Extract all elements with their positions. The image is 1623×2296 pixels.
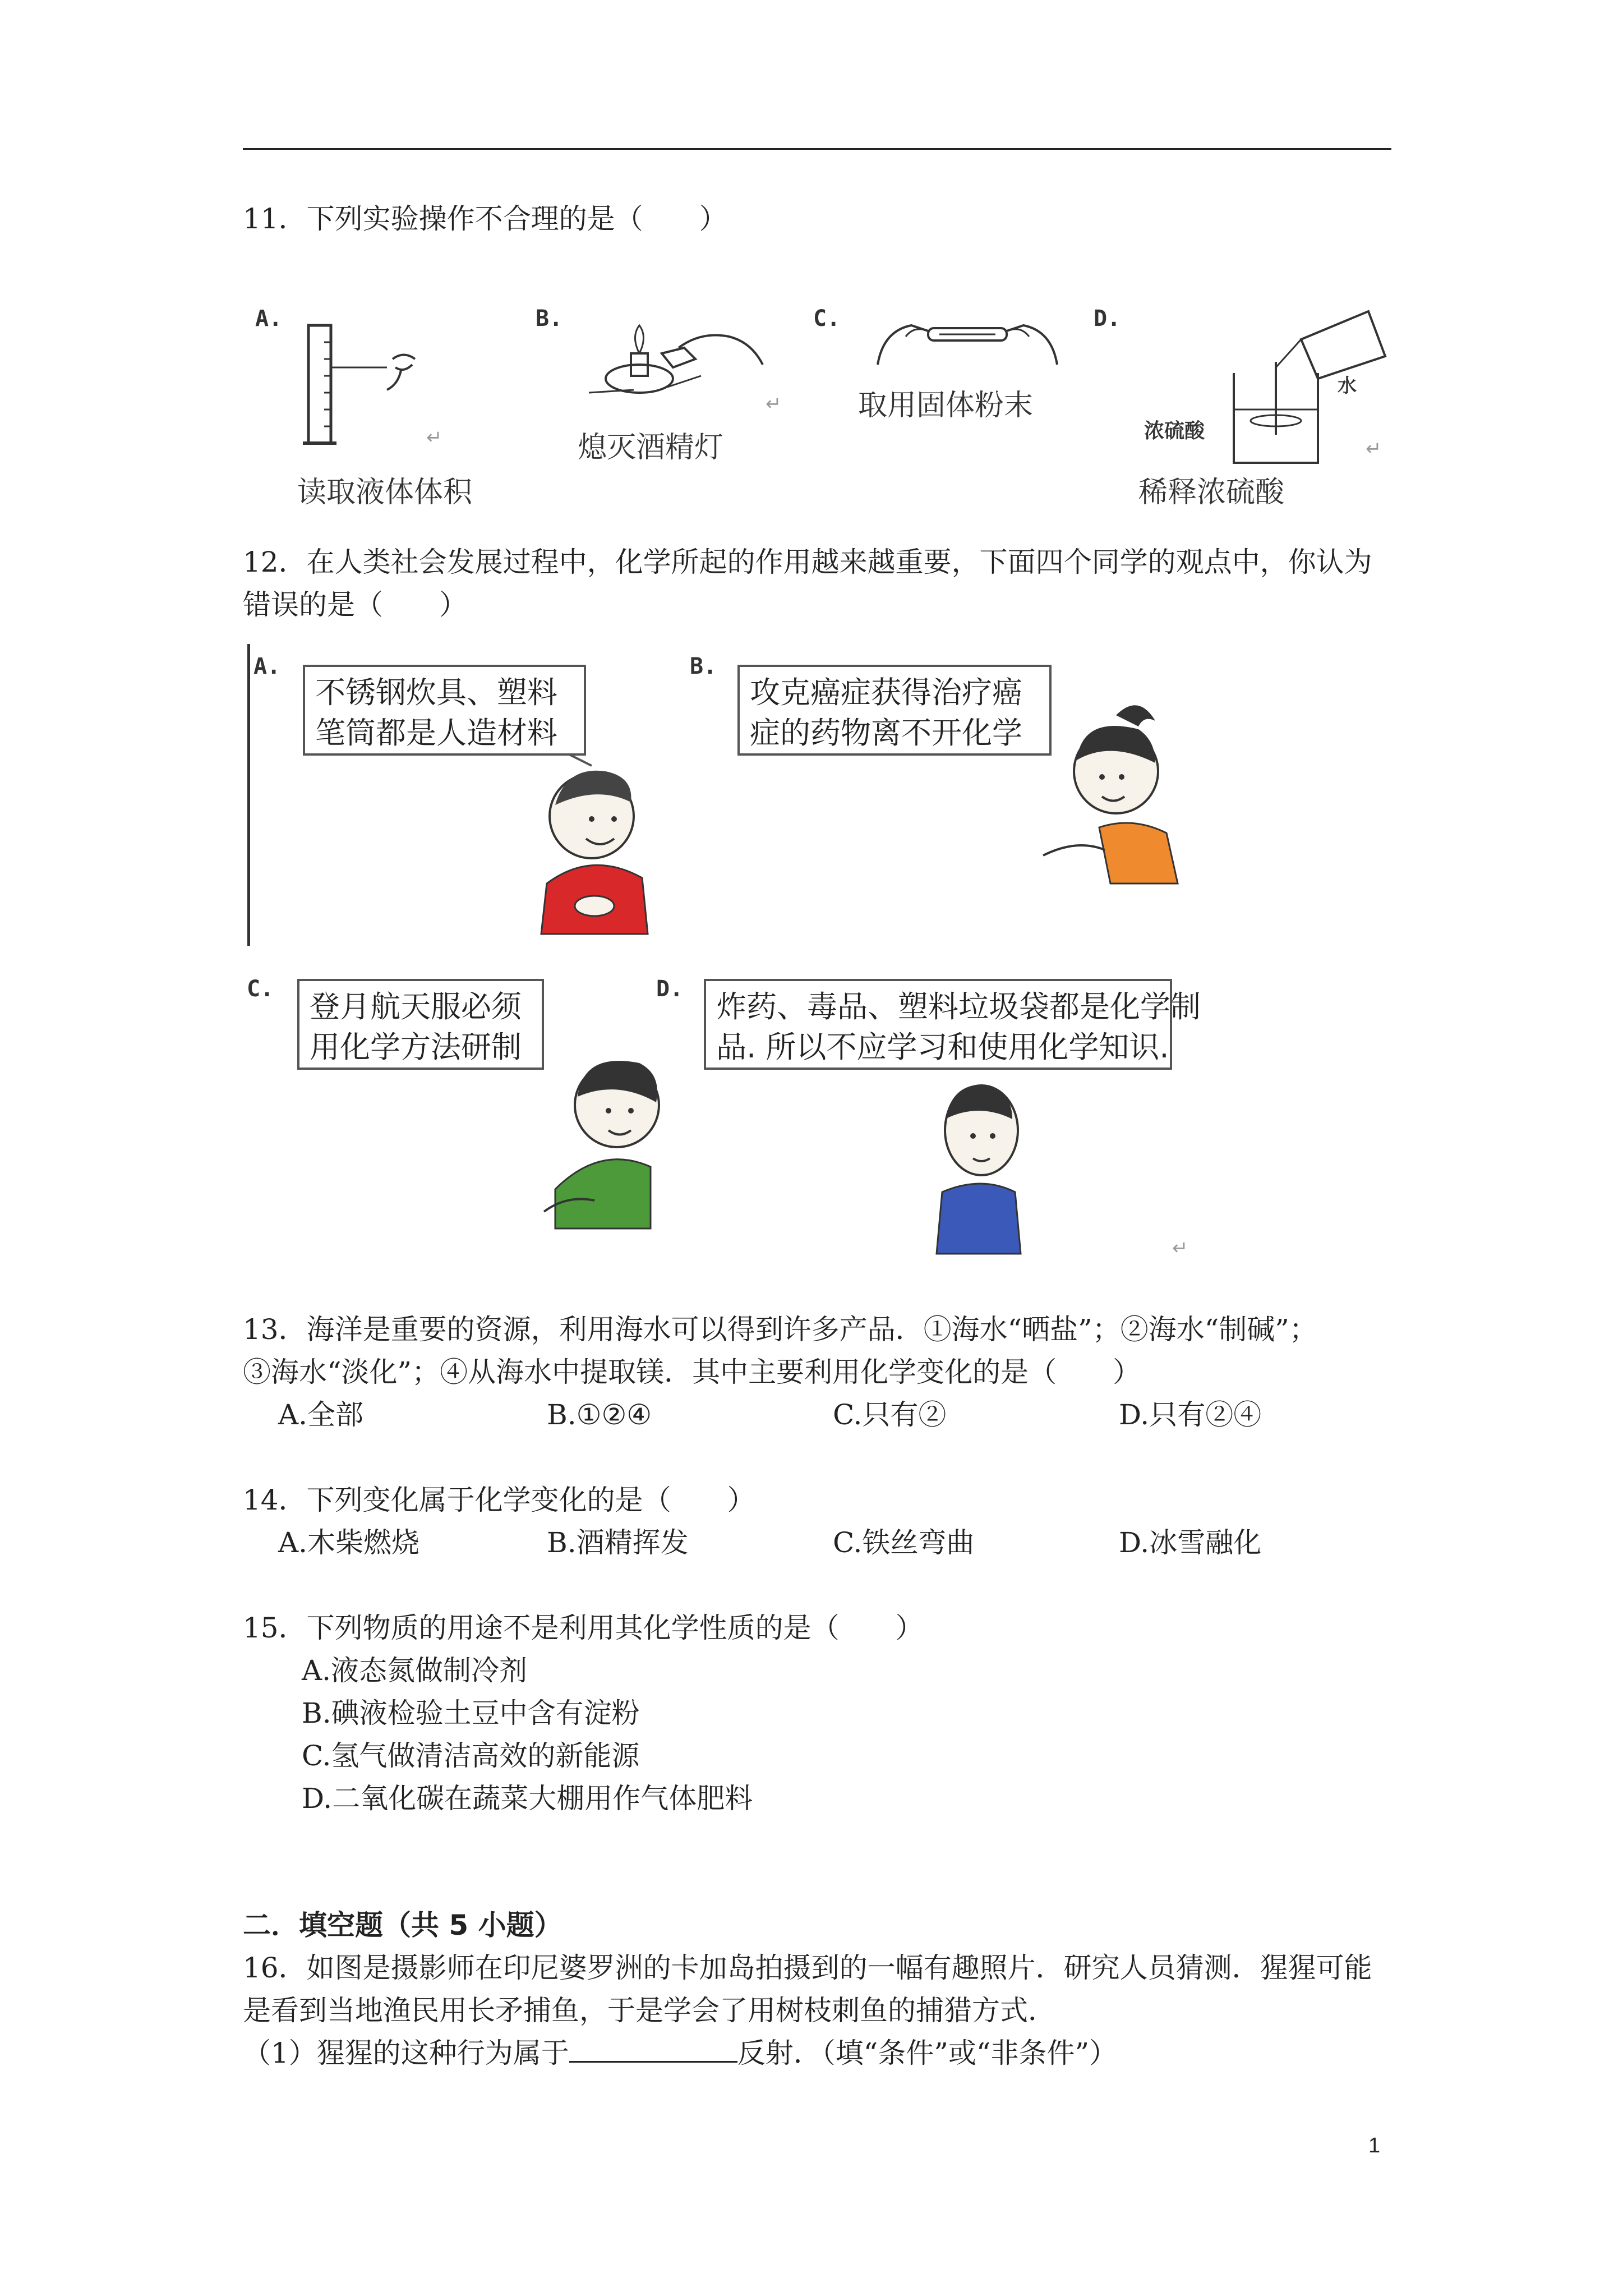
- q11-option-d-label-acid: 浓硫酸: [1144, 420, 1205, 443]
- q12-panel-c-bubble: [297, 979, 544, 1070]
- student-boy-red-shirt-illustration: [524, 754, 693, 934]
- q12-stem-line1: 12．在人类社会发展过程中，化学所起的作用越来越重要，下面四个同学的观点中，你认为: [243, 546, 1372, 578]
- student-boy-blue-shirt-illustration: [920, 1074, 1054, 1259]
- q16-sub1-prefix: （1）猩猩的这种行为属于: [243, 2037, 569, 2069]
- q16-sub1-suffix: 反射．（填“条件”或“非条件”）: [737, 2037, 1118, 2069]
- q16-answer-blank[interactable]: [569, 2033, 737, 2063]
- q16-sub1: [243, 2032, 1117, 2074]
- return-mark-icon: ↵: [1366, 438, 1382, 460]
- q12-panel-b-bubble: [737, 665, 1052, 756]
- section-heading: 二．填空题（共 5 小题）: [243, 1909, 562, 1941]
- test-tube-powder-illustration: [866, 303, 1068, 381]
- q14-option-a[interactable]: A.木柴燃烧: [278, 1526, 420, 1559]
- q11-option-c-caption: 取用固体粉末: [858, 389, 1034, 422]
- q13-option-a[interactable]: A.全部: [278, 1398, 364, 1431]
- q15-option-a[interactable]: A.液态氮做制冷剂: [302, 1654, 528, 1687]
- q16-line1: 16．如图是摄影师在印尼婆罗洲的卡加岛拍摄到的一幅有趣照片．研究人员猜测．猩猩可能: [243, 1952, 1372, 1984]
- q11-option-b-letter: B.: [536, 306, 563, 332]
- left-border-line: [247, 644, 250, 946]
- q12-panel-a-line2: 笔筒都是人造材料: [315, 715, 557, 751]
- q13-stem-line1: 13．海洋是重要的资源，利用海水可以得到许多产品．①海水“晒盐”；②海水“制碱”；: [243, 1313, 1317, 1346]
- q15-option-c[interactable]: C.氢气做清洁高效的新能源: [302, 1740, 640, 1772]
- q12-panel-b-line1: 攻克癌症获得治疗癌: [750, 675, 1022, 710]
- student-girl-orange-shirt-illustration: [1038, 704, 1206, 889]
- q12-panel-d-line1: 炸药、毒品、塑料垃圾袋都是化学制: [716, 989, 1201, 1024]
- header-rule: [243, 148, 1391, 150]
- q12-panel-c-letter: C.: [247, 976, 274, 1002]
- q11-option-a-caption: 读取液体体积: [297, 476, 473, 509]
- q15-stem: 15．下列物质的用途不是利用其化学性质的是（ ）: [243, 1612, 924, 1644]
- q12-panel-d-bubble: [704, 979, 1201, 1070]
- q14-stem: 14．下列变化属于化学变化的是（ ）: [243, 1484, 755, 1516]
- q11-option-d-caption: 稀释浓硫酸: [1138, 476, 1285, 509]
- q11-option-c-letter: C.: [813, 306, 841, 332]
- q12-panel-a-bubble: [303, 665, 586, 756]
- q14-option-c[interactable]: C.铁丝弯曲: [833, 1526, 975, 1559]
- q13-option-b[interactable]: B.①②④: [547, 1398, 652, 1431]
- q12-panel-d-letter: D.: [656, 976, 684, 1002]
- q13-option-d[interactable]: D.只有②④: [1119, 1398, 1262, 1431]
- q13-option-c[interactable]: C.只有②: [833, 1398, 947, 1431]
- q12-panel-c-line1: 登月航天服必须: [310, 989, 522, 1024]
- q11-option-d-letter: D.: [1094, 306, 1121, 332]
- q14-option-d[interactable]: D.冰雪融化: [1119, 1526, 1262, 1559]
- return-mark-icon: ↵: [766, 393, 782, 415]
- q12-stem-line2: 错误的是（ ）: [243, 588, 467, 621]
- q11-option-d-label-water: 水: [1338, 375, 1357, 397]
- student-boy-green-shirt-illustration: [544, 1043, 712, 1228]
- q12-panel-d-line2: 品. 所以不应学习和使用化学知识.: [716, 1029, 1169, 1065]
- q12-panel-a-line1: 不锈钢炊具、塑料: [315, 675, 557, 710]
- q14-option-b[interactable]: B.酒精挥发: [547, 1526, 689, 1559]
- q12-panel-b-letter: B.: [690, 654, 717, 679]
- q13-stem-line2: ③海水“淡化”；④从海水中提取镁．其中主要利用化学变化的是（ ）: [243, 1356, 1141, 1388]
- return-mark-icon: ↵: [426, 426, 442, 449]
- q11-option-a-letter: A.: [255, 306, 283, 332]
- q11-stem: 11．下列实验操作不合理的是（ ）: [243, 203, 727, 235]
- q12-panel-b-line2: 症的药物离不开化学: [750, 715, 1022, 751]
- q12-panel-c-line2: 用化学方法研制: [310, 1029, 522, 1065]
- graduated-cylinder-illustration: [303, 314, 432, 449]
- page-number: 1: [1368, 2134, 1381, 2157]
- q16-line2: 是看到当地渔民用长矛捕鱼，于是学会了用树枝刺鱼的捕猎方式．: [243, 1994, 1056, 2027]
- alcohol-lamp-illustration: [583, 314, 768, 404]
- q15-option-d[interactable]: D.二氧化碳在蔬菜大棚用作气体肥料: [302, 1782, 753, 1815]
- q12-panel-a-letter: A.: [253, 654, 281, 679]
- q15-option-b[interactable]: B.碘液检验土豆中含有淀粉: [302, 1697, 640, 1729]
- q11-option-b-caption: 熄灭酒精灯: [578, 431, 724, 464]
- return-mark-icon: ↵: [1172, 1237, 1188, 1259]
